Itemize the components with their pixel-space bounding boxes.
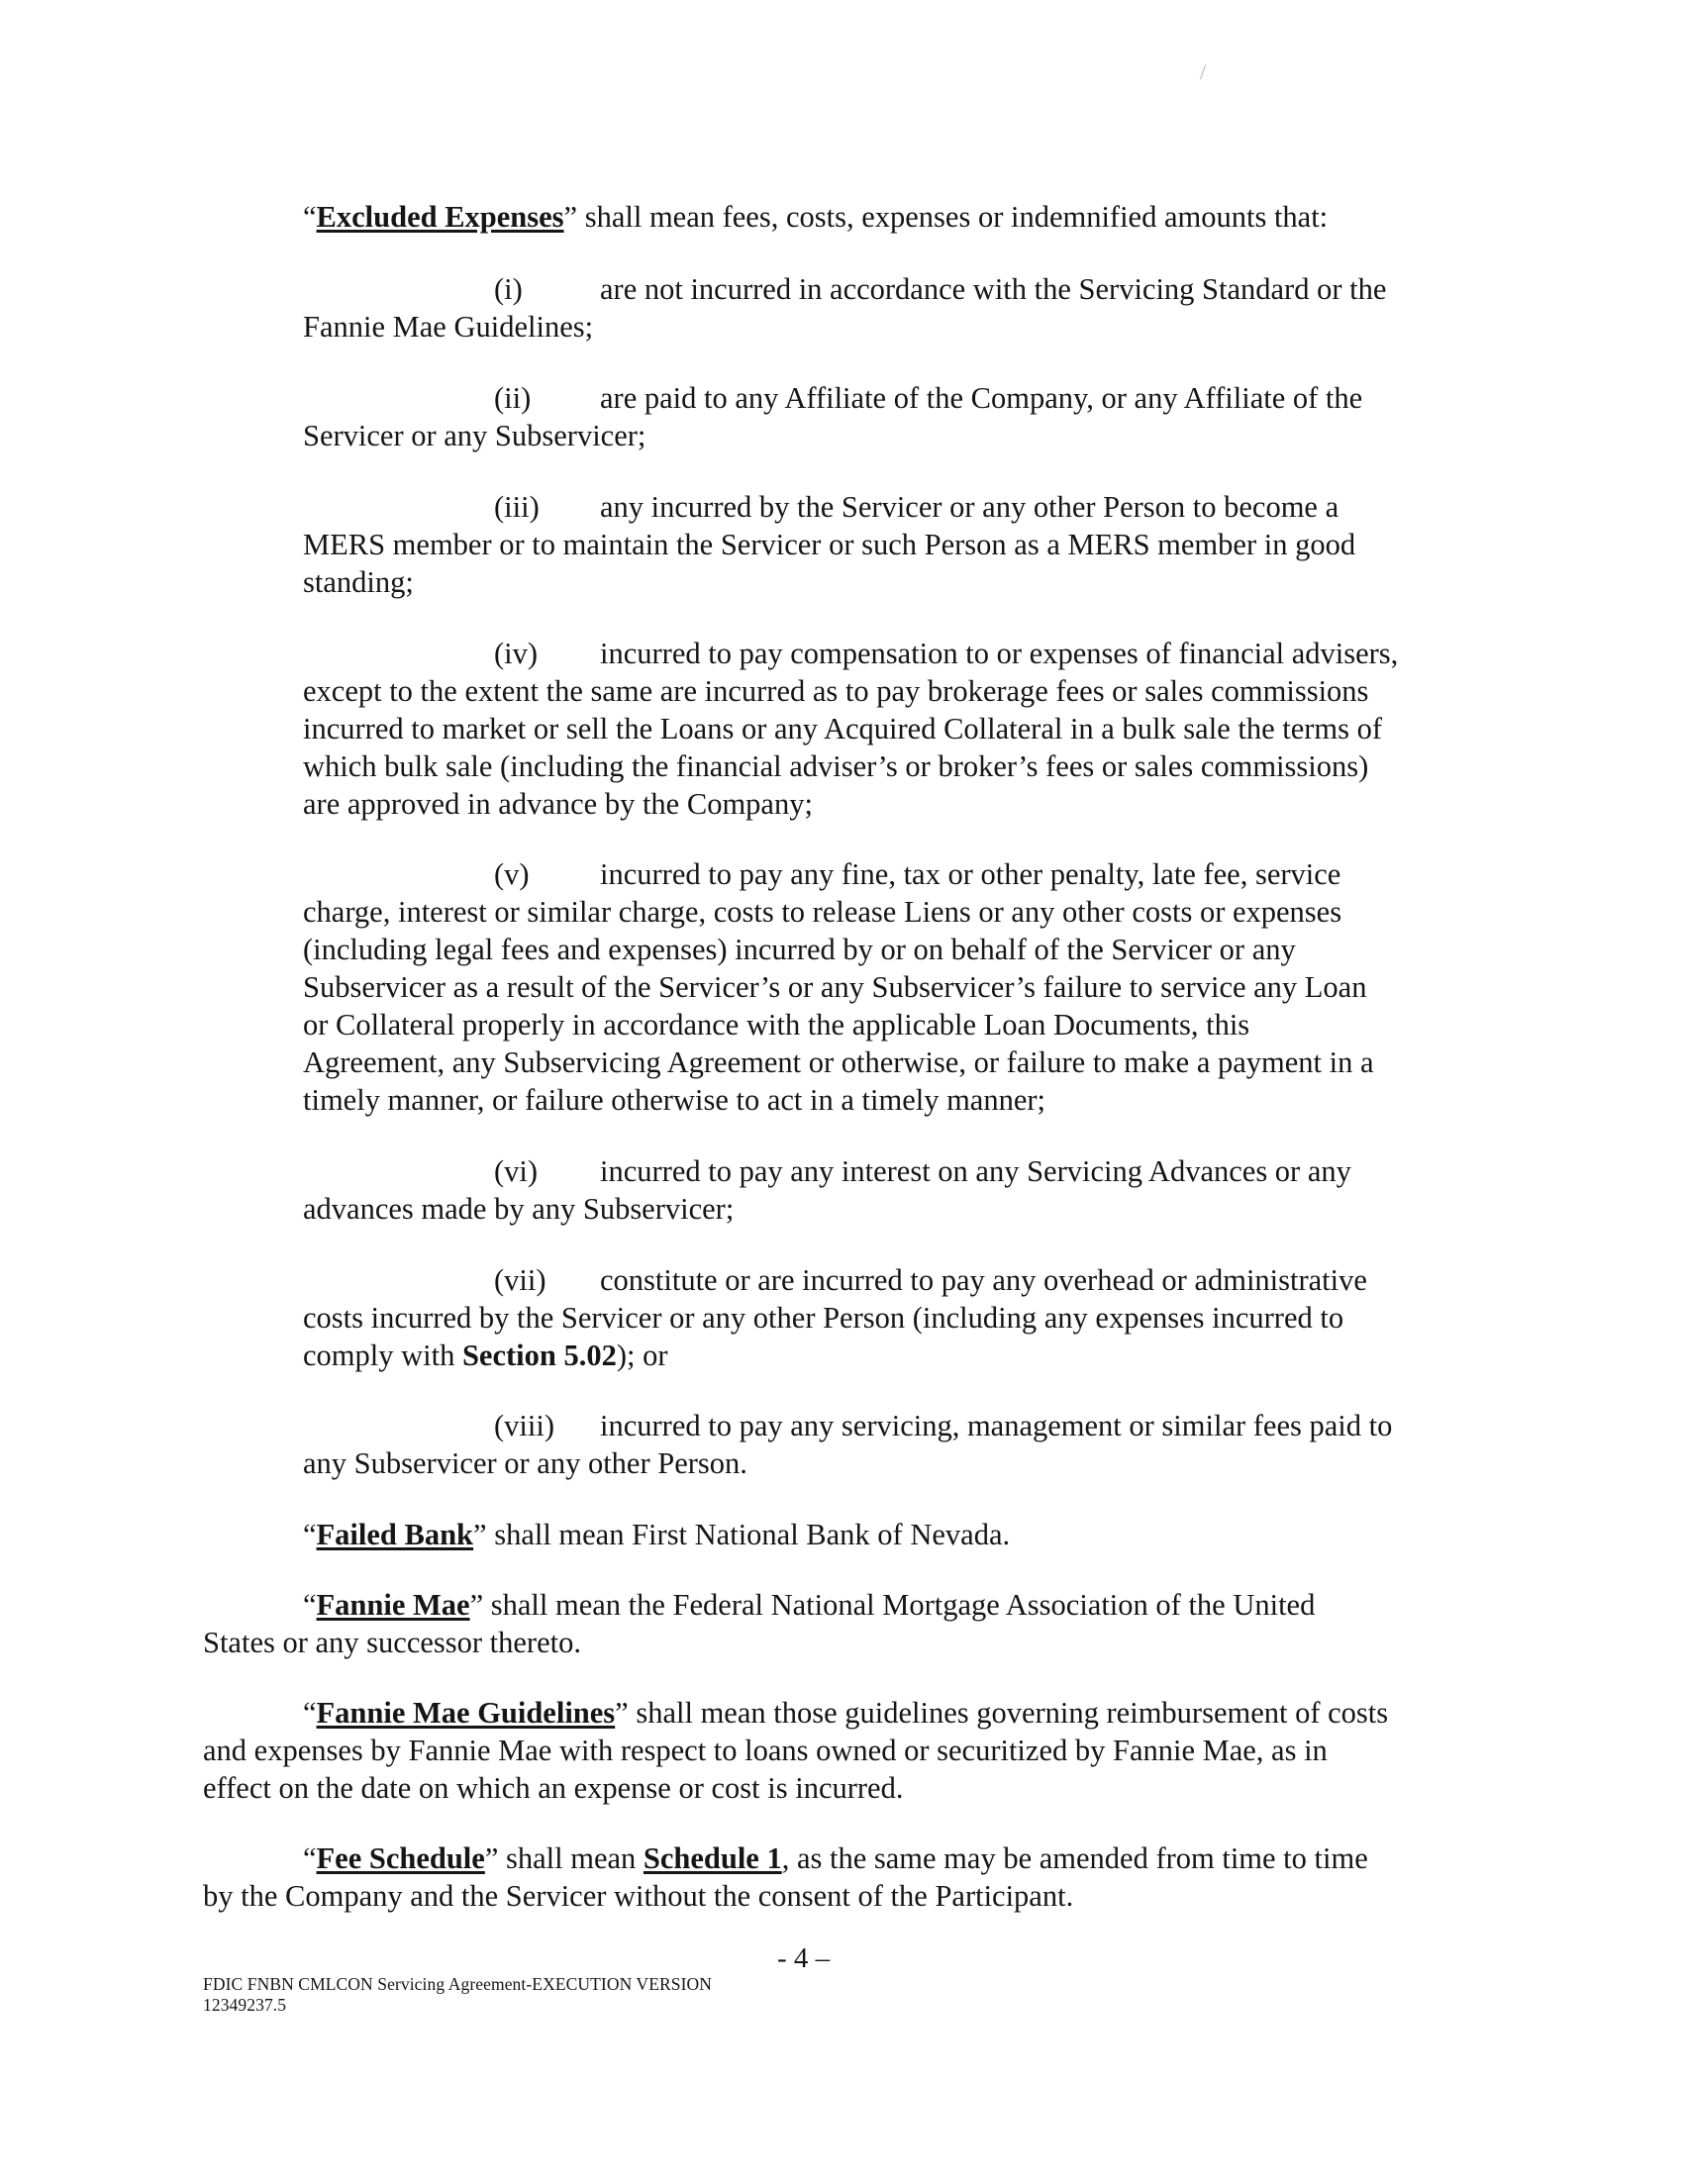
clause-number: (ii) — [494, 381, 532, 415]
clause-number: (iv) — [494, 637, 539, 670]
definition-failed-bank: “Failed Bank” shall mean First National Bank of Nevada. — [303, 1518, 1011, 1551]
definition-fee-schedule-line1: “Fee Schedule” shall mean Schedule 1, as the same may be amended from time to time — [303, 1841, 1368, 1875]
term-fee-schedule: Fee Schedule — [316, 1841, 485, 1875]
term-fannie-mae-guidelines: Fannie Mae Guidelines — [316, 1696, 616, 1730]
clause-iv-line1: (iv) incurred to pay compensation to or expenses of financial advisers, — [494, 637, 1399, 670]
clause-iii-line3: standing; — [303, 565, 414, 599]
clause-vii-line1: (vii) constitute or are incurred to pay any overhead or administrative — [494, 1263, 1367, 1297]
clause-iii-line1: (iii) any incurred by the Servicer or any other Person to become a — [494, 490, 1339, 524]
scan-mark: / — [1200, 59, 1207, 84]
term-fannie-mae: Fannie Mae — [316, 1588, 470, 1622]
definition-fannie-guidelines-line3: effect on the date on which an expense or cost is incurred. — [203, 1771, 904, 1805]
clause-ii-line1: (ii) are paid to any Affiliate of the Company, or any Affiliate of the — [494, 381, 1363, 415]
definition-fannie-mae-line2: States or any successor thereto. — [203, 1626, 581, 1659]
clause-i-line2: Fannie Mae Guidelines; — [303, 310, 594, 344]
clause-number: (vi) — [494, 1154, 539, 1188]
clause-ii-line2: Servicer or any Subservicer; — [303, 419, 646, 452]
clause-number: (vii) — [494, 1263, 546, 1297]
clause-number: (viii) — [494, 1409, 554, 1442]
term-failed-bank: Failed Bank — [316, 1518, 474, 1551]
section-reference: Section 5.02 — [461, 1339, 617, 1372]
clause-viii-line2: any Subservicer or any other Person. — [303, 1446, 747, 1480]
clause-v-line2: charge, interest or similar charge, costs to release Liens or any other costs or expenses — [303, 895, 1342, 929]
clause-i-line1: (i) are not incurred in accordance with the Servicing Standard or the — [494, 272, 1387, 306]
clause-v-line5: or Collateral properly in accordance with the applicable Loan Documents, this — [303, 1008, 1250, 1042]
clause-iv-line2: except to the extent the same are incurred as to pay brokerage fees or sales commissions — [303, 674, 1369, 708]
clause-iii-line2: MERS member or to maintain the Servicer or such Person as a MERS member in good — [303, 528, 1356, 561]
clause-vi-line1: (vi) incurred to pay any interest on any Servicing Advances or any — [494, 1154, 1351, 1188]
definition-fannie-guidelines-line1: “Fannie Mae Guidelines” shall mean those guidelines governing reimbursement of costs — [303, 1696, 1389, 1730]
definition-excluded-expenses: “Excluded Expenses” shall mean fees, costs, expenses or indemnified amounts that: — [303, 200, 1329, 234]
definition-fannie-guidelines-line2: and expenses by Fannie Mae with respect to loans owned or securitized by Fannie Mae, as in — [203, 1734, 1328, 1767]
clause-vi-line2: advances made by any Subservicer; — [303, 1192, 735, 1226]
definition-fannie-mae-line1: “Fannie Mae” shall mean the Federal National Mortgage Association of the United — [303, 1588, 1316, 1622]
clause-v-line1: (v) incurred to pay any fine, tax or other penalty, late fee, service — [494, 857, 1341, 891]
clause-vii-line3: comply with Section 5.02); or — [303, 1339, 668, 1372]
clause-iv-line4: which bulk sale (including the financial adviser’s or broker’s fees or sales commissions) — [303, 749, 1369, 783]
clause-number: (v) — [494, 857, 530, 891]
page-number: - 4 – — [777, 1942, 831, 1974]
clause-v-line6: Agreement, any Subservicing Agreement or otherwise, or failure to make a payment in a — [303, 1045, 1374, 1079]
schedule-reference: Schedule 1 — [643, 1841, 782, 1875]
clause-v-line7: timely manner, or failure otherwise to act in a timely manner; — [303, 1083, 1046, 1117]
clause-vii-line2: costs incurred by the Servicer or any other Person (including any expenses incurred to — [303, 1301, 1344, 1335]
term-excluded-expenses: Excluded Expenses — [316, 200, 564, 234]
definition-fee-schedule-line2: by the Company and the Servicer without the consent of the Participant. — [203, 1879, 1074, 1913]
clause-number: (i) — [494, 272, 523, 306]
clause-iv-line3: incurred to market or sell the Loans or any Acquired Collateral in a bulk sale the terms of — [303, 712, 1383, 745]
footer-document-id: 12349237.5 — [203, 1995, 287, 2015]
clause-v-line4: Subservicer as a result of the Servicer’s or any Subservicer’s failure to service any Loan — [303, 970, 1367, 1004]
clause-iv-line5: are approved in advance by the Company; — [303, 787, 813, 821]
footer-document-title: FDIC FNBN CMLCON Servicing Agreement-EXECUTION VERSION — [203, 1974, 713, 1994]
clause-viii-line1: (viii) incurred to pay any servicing, management or similar fees paid to — [494, 1409, 1393, 1442]
clause-v-line3: (including legal fees and expenses) incurred by or on behalf of the Servicer or any — [303, 933, 1296, 966]
clause-number: (iii) — [494, 490, 540, 524]
